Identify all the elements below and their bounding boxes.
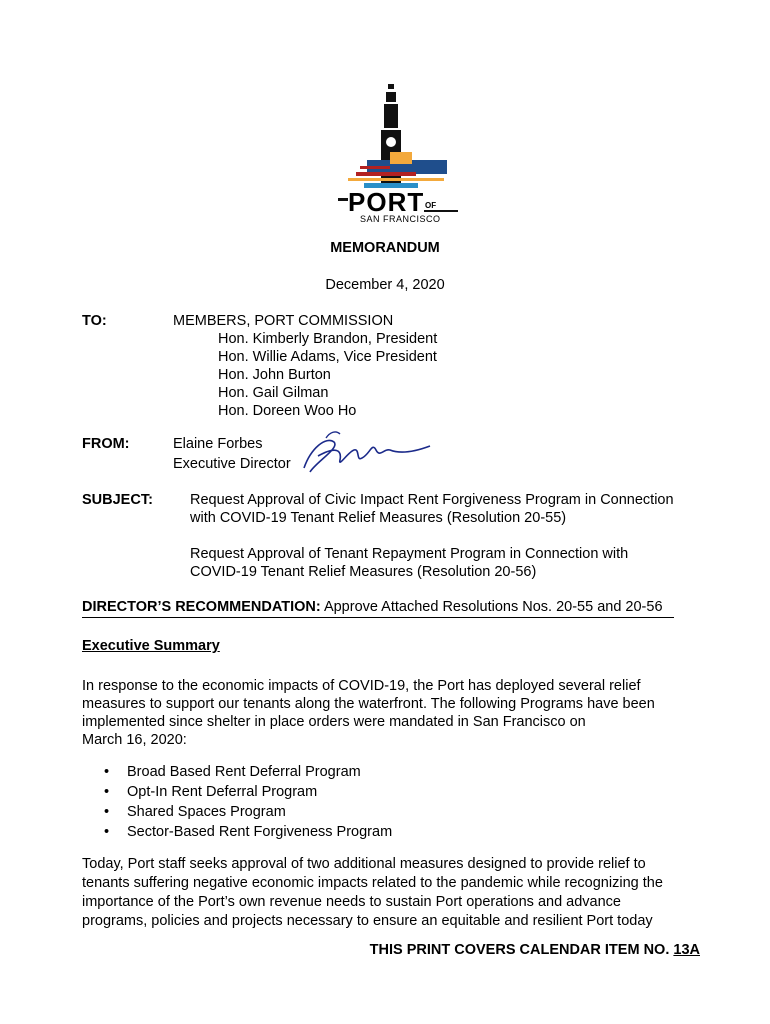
list-item: Sector-Based Rent Forgiveness Program [127, 824, 393, 840]
logo-of: OF [425, 201, 437, 210]
memo-title: MEMORANDUM [330, 240, 440, 256]
list-item: Shared Spaces Program [127, 804, 286, 820]
port-logo [320, 80, 460, 225]
bullet-icon: • [104, 764, 110, 780]
signature-icon [296, 428, 436, 478]
bullet-icon: • [104, 804, 110, 820]
to-member: Hon. Gail Gilman [218, 385, 329, 401]
to-label: TO: [82, 313, 107, 329]
summary-closing-line: programs, policies and projects necessary to ensure an equitable and resilient Port today [82, 913, 653, 929]
recommendation-label: DIRECTOR’S RECOMMENDATION: [82, 599, 321, 615]
footer-text: THIS PRINT COVERS CALENDAR ITEM NO. [369, 942, 674, 958]
list-item: Opt-In Rent Deferral Program [127, 784, 318, 800]
subject-line: Request Approval of Tenant Repayment Program in Connection with [190, 546, 629, 562]
summary-intro-line: March 16, 2020: [82, 732, 187, 748]
calendar-item-number: 13A [673, 942, 700, 958]
to-member: Hon. Kimberly Brandon, President [218, 331, 438, 347]
to-member: Hon. John Burton [218, 367, 331, 383]
subject-line: COVID-19 Tenant Relief Measures (Resolution 20-56) [190, 564, 537, 580]
logo-city: SAN FRANCISCO [360, 214, 441, 224]
subject-label: SUBJECT: [82, 492, 153, 508]
memo-date: December 4, 2020 [325, 277, 445, 293]
summary-intro-line: measures to support our tenants along the waterfront. The following Programs have been [82, 696, 655, 712]
to-member: Hon. Willie Adams, Vice President [218, 349, 437, 365]
from-label: FROM: [82, 436, 130, 452]
summary-intro-line: implemented since shelter in place orders were mandated in San Francisco on [82, 714, 586, 730]
subject-line: Request Approval of Civic Impact Rent Forgiveness Program in Connection [190, 492, 674, 508]
summary-closing-line: importance of the Port’s own revenue needs to sustain Port operations and advance [82, 894, 621, 910]
logo-rule [424, 210, 458, 212]
bullet-icon: • [104, 824, 110, 840]
list-item: Broad Based Rent Deferral Program [127, 764, 361, 780]
summary-closing-line: tenants suffering negative economic impacts related to the pandemic while recognizing the [82, 875, 663, 891]
from-name: Elaine Forbes [173, 436, 263, 452]
to-member: Hon. Doreen Woo Ho [218, 403, 357, 419]
calendar-item-footer [370, 942, 700, 958]
from-title: Executive Director [173, 456, 291, 472]
executive-summary-heading: Executive Summary [82, 638, 220, 654]
logo-word: PORT [348, 187, 425, 217]
logo-dash [338, 198, 348, 201]
summary-closing-line: Today, Port staff seeks approval of two additional measures designed to provide relief to [82, 856, 646, 872]
recommendation-text: Approve Attached Resolutions Nos. 20-55 and 20-56 [320, 599, 663, 615]
bullet-icon: • [104, 784, 110, 800]
summary-intro-line: In response to the economic impacts of COVID-19, the Port has deployed several relief [82, 678, 641, 694]
subject-line: with COVID-19 Tenant Relief Measures (Resolution 20-55) [190, 510, 567, 526]
to-heading: MEMBERS, PORT COMMISSION [173, 313, 394, 329]
directors-recommendation [82, 597, 674, 618]
